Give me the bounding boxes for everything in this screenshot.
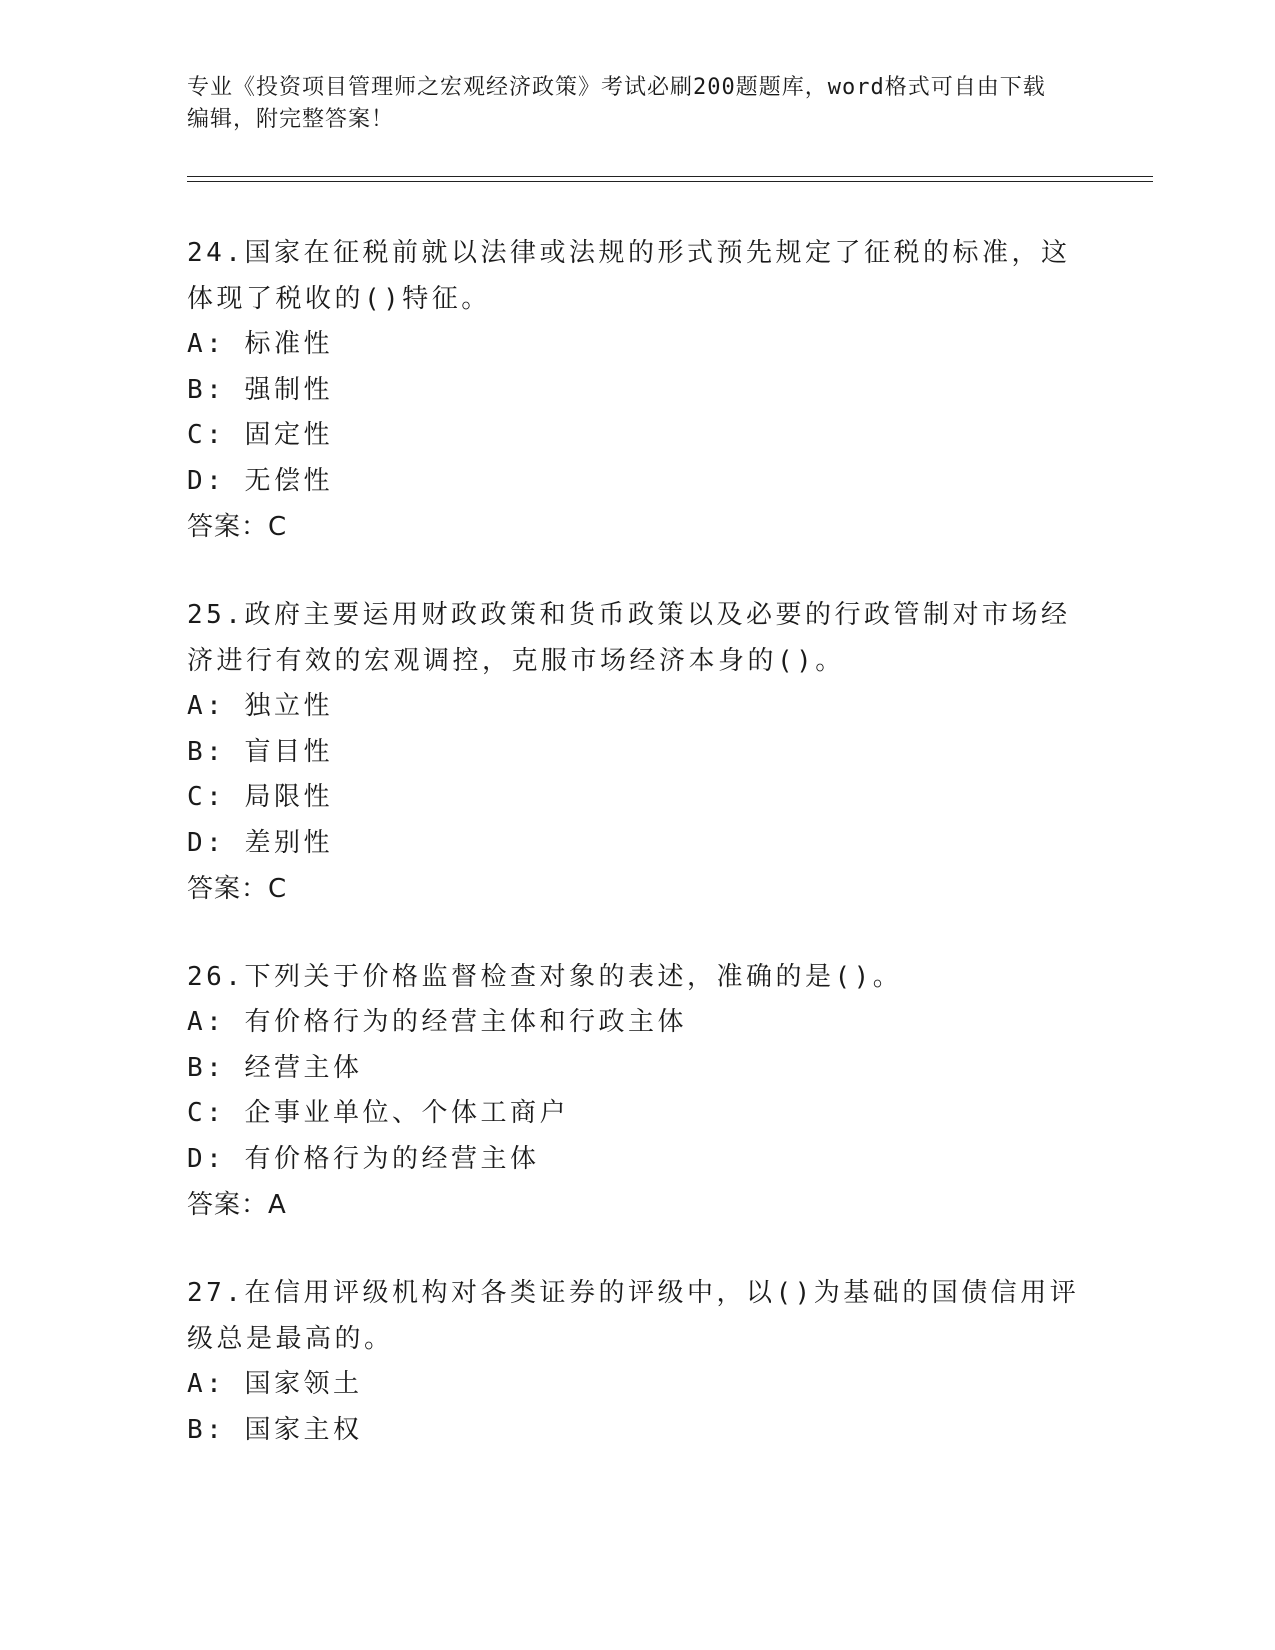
- option-d: D: 有价格行为的经营主体: [187, 1143, 540, 1174]
- question-text: 26.下列关于价格监督检查对象的表述，准确的是()。: [187, 962, 903, 992]
- question-27: [187, 1270, 1087, 1453]
- option-c: C: 局限性: [187, 782, 333, 812]
- option-a: A: 有价格行为的经营主体和行政主体: [187, 1007, 687, 1037]
- option-a: A: 独立性: [187, 691, 333, 721]
- header-divider-bottom: [187, 181, 1153, 182]
- answer-line: 答案：C: [187, 512, 288, 542]
- option-d: D: 差别性: [187, 827, 333, 858]
- option-b: B: 盲目性: [187, 736, 333, 767]
- question-26: [187, 954, 1087, 1228]
- question-24: [187, 230, 1087, 550]
- document-header: 专业《投资项目管理师之宏观经济政策》考试必刷200题题库，word格式可自由下载编辑，附完整答案！: [187, 75, 1046, 132]
- question-list: [187, 230, 1087, 1495]
- option-a: A: 标准性: [187, 329, 333, 359]
- question-text: 25.政府主要运用财政政策和货币政策以及必要的行政管制对市场经济进行有效的宏观调控，克服市场经济本身的()。: [187, 600, 1071, 676]
- answer-line: 答案：C: [187, 874, 288, 904]
- option-c: C: 企事业单位、个体工商户: [187, 1098, 569, 1128]
- option-a: A: 国家领土: [187, 1369, 363, 1399]
- answer-line: 答案：A: [187, 1190, 287, 1220]
- option-b: B: 经营主体: [187, 1052, 363, 1083]
- question-text: 24.国家在征税前就以法律或法规的形式预先规定了征税的标准，这体现了税收的()特征。: [187, 238, 1071, 314]
- option-d: D: 无偿性: [187, 465, 333, 496]
- option-b: B: 强制性: [187, 374, 333, 405]
- header-divider-top: [187, 176, 1153, 177]
- option-c: C: 固定性: [187, 420, 333, 450]
- option-b: B: 国家主权: [187, 1414, 363, 1445]
- question-25: [187, 592, 1087, 912]
- question-text: 27.在信用评级机构对各类证券的评级中，以()为基础的国债信用评级总是最高的。: [187, 1278, 1080, 1354]
